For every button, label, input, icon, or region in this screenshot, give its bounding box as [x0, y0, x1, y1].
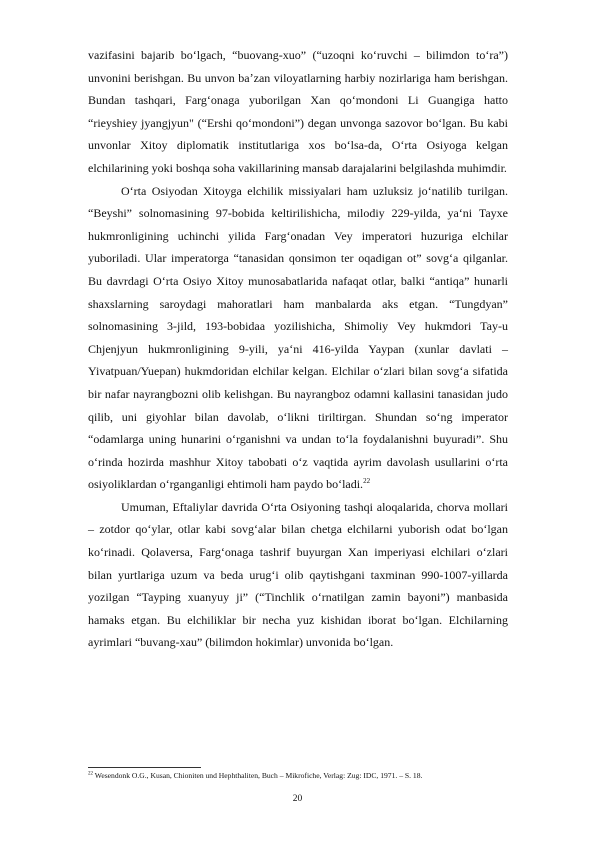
page-number: 20 [292, 794, 303, 804]
footnote-separator [88, 767, 201, 768]
paragraph-3-text: Umuman, Eftaliylar davrida Oʻrta Osiyoning tashqi aloqalarida, chorva mollari – zotdor qoʻylar, otlar kabi sovgʻalar bilan chetga elchilarni yuborish odat boʻlgan koʻrinadi. Qolaversa, Fargʻonaga tashrif buyurgan Xan imperiyasi elchilari oʻzlari bilan yurtlariga uzum va beda urugʻi olib qaytishgani taxminan 990-1007-yillarda yozilgan “Tayping xuanyuy ji” (“Tinchlik oʻrnatilgan zamin bayoni”) manbasida hamaks etgan. Bu elchiliklar bir necha yuz kishidan iborat boʻlgan. Elchilarning ayrimlari “buvang-xau” (bilimdon hokimlar) unvonida boʻlgan. [88, 499, 508, 650]
footnote-text: Wesendonk O.G., Kusan, Chioniten und Hephthaliten, Buch – Mikrofiche, Verlag: Zug: IDC, 1971. – S. 18. [93, 771, 423, 780]
paragraph-2 [88, 180, 508, 496]
paragraph-1 [88, 44, 508, 180]
paragraph-3 [88, 496, 508, 654]
body-text [88, 44, 508, 654]
paragraph-2-text: Oʻrta Osiyodan Xitoyga elchilik missiyalari ham uzluksiz joʻnatilib turilgan. “Beyshi” solnomasining 97-bobida keltirilishicha, milodiy 229-yilda, ya‘ni Tayxe hukmronligining uchinchi yilida Fargʻonadan Vey imperatori huzuriga elchilar yuboriladi. Ular imperatorga “tanasidan qonsimon ter oqadigan ot” sovgʻa qilganlar. Bu davrdagi Oʻrta Osiyo Xitoy munosabatlarida nafaqat otlar, balki “antiqa” hunarli shaxslarning saroydagi mahoratlari ham manbalarda aks etgan. “Tungdyan” solnomasining 3-jild, 193-bobidaa yozilishicha, Shimoliy Vey hukmdori Tay-u Chjenjyun hukmronligining 9-yili, ya‘ni 416-yilda Yaypan (xunlar davlati – Yivatpuan/Yuepan) hukmdoridan elchilar kelgan. Elchilar oʻzlari bilan sovgʻa sifatida bir nafar nayrangbozni olib kelishgan. Bu nayrangboz odamni kallasini tanasidan judo qilib, uni giyohlar bilan davolab, oʻlikni tiriltirgan. Shundan soʻng imperator “odamlarga uning hunarini oʻrganishni va undan toʻla foydalanishni buyuradi”. Shu oʻrinda hozirda mashhur Xitoy tabobati oʻz vaqtida ayrim davolash usullarini oʻrta osiyoliklardan oʻrganganligi ehtimoli ham paydo boʻladi. [88, 183, 508, 492]
paragraph-1-text: vazifasini bajarib boʻlgach, “buovang-xuo” (“uzoqni koʻruvchi – bilimdon toʻra”) unvonini berishgan. Bu unvon baʼzan viloyatlarning harbiy nozirlariga ham berishgan. Bundan tashqari, Fargʻonaga yuborilgan Xan qoʻmondoni Li Guangiga hatto “rieyshiey jyangjyun" (“Ershi qoʻmondoni”) degan unvonga sazovor boʻlgan. Bu kabi unvonlar Xitoy diplomatik institutlariga xos boʻlsa-da, Oʻrta Osiyoga kelgan elchilarining yoki boshqa soha vakillarining mansab darajalarini belgilashda muhimdir. [88, 48, 508, 175]
footnote-number: 22 [88, 771, 93, 777]
footnote [88, 771, 528, 781]
footnote-reference[interactable]: 22 [363, 477, 371, 486]
